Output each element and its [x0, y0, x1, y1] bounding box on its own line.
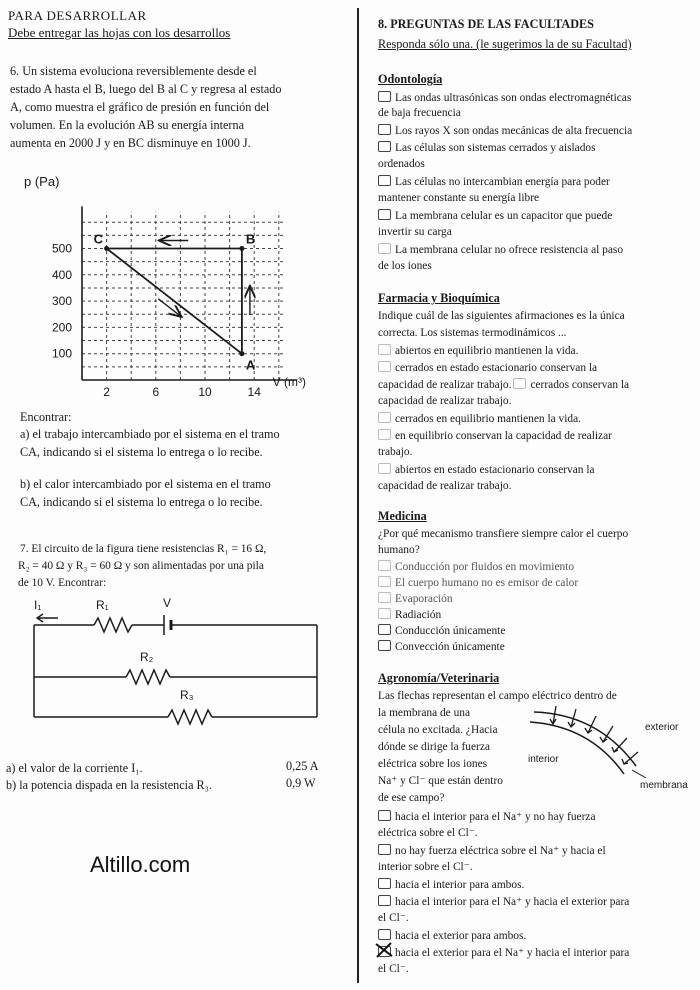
- checkbox-icon[interactable]: [378, 608, 391, 619]
- medicina-option[interactable]: Conducción por fluidos en movimiento: [378, 560, 574, 574]
- odonto-option[interactable]: Los rayos X son ondas mecánicas de alta frecuencia: [378, 124, 632, 138]
- checkbox-icon[interactable]: [378, 624, 391, 635]
- odonto-text: mantener constante su energía libre: [378, 192, 540, 204]
- column-divider: [357, 8, 359, 983]
- checkbox-icon[interactable]: [378, 844, 391, 855]
- farmacia-text: capacidad de realizar trabajo.: [378, 480, 512, 492]
- v-label: V: [163, 596, 172, 610]
- medicina-option[interactable]: Radiación: [378, 608, 441, 622]
- membrana-label: membrana: [640, 780, 688, 791]
- x-tick-label: 10: [198, 385, 212, 399]
- checkbox-icon[interactable]: [378, 560, 391, 571]
- checkbox-icon[interactable]: [378, 412, 391, 423]
- q6-a-line: a) el trabajo intercambiado por el sistema en el tramo: [20, 427, 280, 441]
- checkbox-icon[interactable]: [378, 361, 391, 372]
- medicina-title: Medicina: [378, 509, 427, 523]
- y-tick-label: 500: [51, 241, 72, 256]
- agro-text: eléctrica sobre el Cl⁻.: [378, 827, 478, 839]
- checkbox-icon[interactable]: [378, 576, 391, 587]
- q7-line: R₂ = 40 Ω y R₃ = 60 Ω y son alimentadas por una pila: [18, 560, 264, 572]
- q7-b-answer: 0,9 W: [286, 776, 316, 790]
- checkbox-icon[interactable]: [378, 929, 391, 940]
- agro-question: Na⁺ y Cl⁻ que están dentro: [378, 775, 503, 787]
- r3-label: R₃: [180, 688, 194, 702]
- farmacia-text: Indique cuál de las siguientes afirmaciones es la única: [378, 310, 625, 322]
- odonto-text: invertir su carga: [378, 226, 452, 238]
- farmacia-title: Farmacia y Bioquímica: [378, 291, 500, 305]
- agronomia-title: Agronomía/Veterinaria: [378, 671, 500, 685]
- point-label-A: A: [245, 357, 256, 373]
- checkbox-icon[interactable]: [378, 878, 391, 889]
- odonto-text: de los iones: [378, 260, 432, 272]
- interior-label: interior: [528, 754, 559, 765]
- agro-option[interactable]: hacia el interior para el Na⁺ y hacia el exterior para: [378, 895, 629, 909]
- q6-line: A, como muestra el gráfico de presión en función del: [10, 100, 270, 114]
- farmacia-text: capacidad de realizar trabajo.: [378, 395, 512, 407]
- farmacia-option[interactable]: cerrados en estado estacionario conservan la: [378, 361, 597, 375]
- agro-question: Las flechas representan el campo eléctrico dentro de: [378, 690, 617, 702]
- farmacia-text: trabajo.: [378, 446, 413, 458]
- agro-option[interactable]: hacia el exterior para ambos.: [378, 929, 526, 943]
- circuit-diagram: [22, 595, 342, 735]
- odonto-option[interactable]: Las células son sistemas cerrados y aislados: [378, 141, 596, 155]
- q6-a-line: CA, indicando si el sistema lo entrega o lo recibe.: [20, 445, 263, 459]
- medicina-option[interactable]: Evaporación: [378, 592, 453, 606]
- farmacia-option[interactable]: capacidad de realizar trabajo. cerrados conservan la: [378, 379, 630, 391]
- q6-b-line: b) el calor intercambiado por el sistema en el tramo: [20, 477, 271, 491]
- r3-resistor: [168, 710, 212, 724]
- direction-arrow-icon: [158, 299, 180, 316]
- checkbox-icon[interactable]: [378, 344, 391, 355]
- q7-a-answer: 0,25 A: [286, 759, 319, 773]
- point-label-B: B: [245, 231, 256, 247]
- point-A: [239, 351, 244, 356]
- odonto-option[interactable]: La membrana celular no ofrece resistencia al paso: [378, 243, 623, 257]
- odonto-text: ordenados: [378, 158, 425, 170]
- checkbox-icon[interactable]: [378, 141, 391, 152]
- agro-option[interactable]: hacia el interior para el Na⁺ y no hay fuerza: [378, 810, 596, 824]
- odonto-option[interactable]: La membrana celular es un capacitor que puede: [378, 209, 612, 223]
- x-tick-label: 6: [152, 385, 160, 399]
- farmacia-option[interactable]: cerrados en equilibrio mantienen la vida.: [378, 412, 581, 426]
- checkbox-icon[interactable]: [378, 429, 391, 440]
- watermark-text: Altillo.com: [90, 852, 191, 877]
- q7-line: de 10 V. Encontrar:: [18, 577, 107, 589]
- r1-label: R₁: [96, 598, 109, 612]
- checkbox-icon[interactable]: [378, 640, 391, 651]
- checkbox-icon[interactable]: [378, 463, 391, 474]
- q6-line: 6. Un sistema evoluciona reversiblemente desde el: [10, 64, 257, 78]
- q7-b-question: b) la potencia dispada en la resistencia R₃.: [6, 778, 212, 792]
- agro-option[interactable]: no hay fuerza eléctrica sobre el Na⁺ y hacia el: [378, 844, 606, 858]
- y-tick-label: 300: [51, 294, 72, 309]
- q7-a-question: a) el valor de la corriente I₁.: [6, 761, 143, 775]
- checkbox-icon[interactable]: [378, 243, 391, 254]
- y-tick-label: 100: [51, 346, 72, 361]
- farmacia-text: correcta. Los sistemas termodinámicos ...: [378, 327, 567, 339]
- agro-text: el Cl⁻.: [378, 963, 409, 975]
- membrane-diagram: [528, 702, 688, 792]
- pv-chart: [10, 170, 340, 400]
- i1-label: I₁: [34, 598, 42, 612]
- farmacia-option[interactable]: abiertos en equilibrio mantienen la vida.: [378, 344, 578, 358]
- farmacia-option[interactable]: en equilibrio conservan la capacidad de realizar: [378, 429, 612, 443]
- medicina-option[interactable]: Convección únicamente: [378, 640, 505, 654]
- agro-option-marked[interactable]: hacia el exterior para el Na⁺ y hacia el interior para: [378, 946, 629, 960]
- odonto-text: de baja frecuencia: [378, 107, 461, 119]
- medicina-option[interactable]: Conducción únicamente: [378, 624, 505, 638]
- medicina-question: humano?: [378, 544, 420, 556]
- checked-checkbox-icon[interactable]: [378, 946, 391, 957]
- point-label-C: C: [93, 231, 103, 247]
- encontrar-label: Encontrar:: [20, 410, 72, 424]
- r2-resistor: [126, 670, 170, 684]
- checkbox-icon[interactable]: [378, 895, 391, 906]
- left-subheader: Debe entregar las hojas con los desarrollos: [8, 25, 231, 40]
- checkbox-icon[interactable]: [378, 209, 391, 220]
- medicina-option[interactable]: El cuerpo humano no es emisor de calor: [378, 576, 578, 590]
- left-header: PARA DESARROLLAR: [8, 8, 147, 23]
- q7-line: 7. El circuito de la figura tiene resistencias R₁ = 16 Ω,: [20, 543, 267, 555]
- x-tick-label: 2: [103, 385, 110, 399]
- r1-resistor: [94, 618, 132, 632]
- agro-text: interior sobre el Cl⁻.: [378, 861, 473, 873]
- x-tick-label: 14: [247, 385, 261, 399]
- agro-question: célula no excitada. ¿Hacia: [378, 724, 498, 736]
- point-B: [239, 246, 244, 251]
- odonto-option[interactable]: Las células no intercambian energía para poder: [378, 175, 610, 189]
- checkbox-icon[interactable]: [378, 592, 391, 603]
- r2-label: R₂: [140, 650, 154, 664]
- point-C: [104, 246, 109, 251]
- farmacia-option[interactable]: abiertos en estado estacionario conservan la: [378, 463, 595, 477]
- agro-option[interactable]: hacia el interior para ambos.: [378, 878, 524, 892]
- x-axis-label: V (m³): [272, 375, 306, 389]
- q6-line: volumen. En la evolución AB su energía interna: [10, 118, 244, 132]
- agro-question: dónde se dirige la fuerza: [378, 741, 490, 753]
- agro-text: el Cl⁻.: [378, 912, 409, 924]
- odontologia-title: Odontología: [378, 72, 443, 86]
- odonto-option[interactable]: Las ondas ultrasónicas son ondas electromagnéticas: [378, 91, 631, 105]
- agro-question: de ese campo?: [378, 792, 445, 804]
- y-tick-label: 400: [51, 267, 72, 282]
- y-tick-label: 200: [51, 320, 72, 335]
- checkbox-icon[interactable]: [513, 378, 526, 389]
- hand-drawn-x-icon: [373, 941, 395, 959]
- chart-cycle: [107, 241, 250, 354]
- y-axis-label: p (Pa): [24, 174, 60, 189]
- right-subheader: Responda sólo una. (le sugerimos la de su Facultad): [378, 37, 632, 51]
- current-arrow-icon: [37, 614, 58, 622]
- checkbox-icon[interactable]: [378, 124, 391, 135]
- checkbox-icon[interactable]: [378, 91, 391, 102]
- medicina-question: ¿Por qué mecanismo transfiere siempre calor el cuerpo: [378, 528, 629, 540]
- exterior-label: exterior: [645, 722, 679, 733]
- agro-question: eléctrica sobre los iones: [378, 758, 488, 770]
- agro-question: la membrana de una: [378, 707, 471, 719]
- q6-b-line: CA, indicando si el sistema lo entrega o lo recibe.: [20, 495, 263, 509]
- checkbox-icon[interactable]: [378, 175, 391, 186]
- right-header: 8. PREGUNTAS DE LAS FACULTADES: [378, 17, 594, 31]
- q6-line: estado A hasta el B, luego del B al C y regresa al estado: [10, 82, 282, 96]
- checkbox-icon[interactable]: [378, 810, 391, 821]
- q6-line: aumenta en 2000 J y en BC disminuye en 1000 J.: [10, 136, 251, 150]
